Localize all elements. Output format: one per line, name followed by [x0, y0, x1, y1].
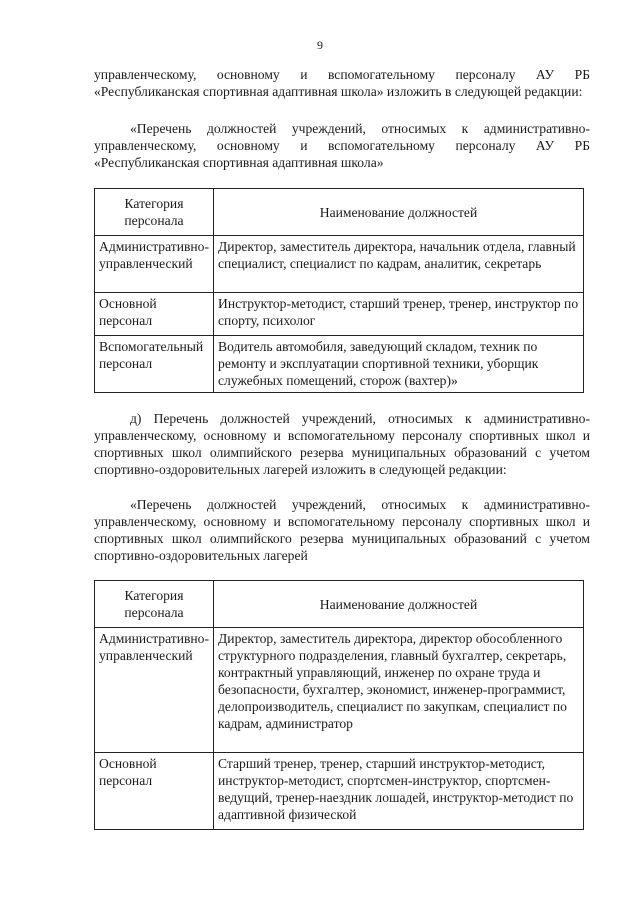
category-cell: Основной персонал: [95, 293, 214, 336]
names-cell: Водитель автомобиля, заведующий складом, техник по ремонту и эксплуатации спортивной техники, уборщик служебных помещений, сторож (вахтер)»: [214, 336, 584, 393]
paragraph-list-title-2: «Перечень должностей учреждений, относимых к административно-управленческому, основному и вспомогательному персоналу спортивных школ и спортивных школ олимпийского резерва муниципальных образований с учетом спортивно-оздоровительных лагерей: [94, 497, 590, 563]
table-header-row: [95, 189, 584, 236]
header-category: Категория персонала: [95, 189, 214, 236]
table-row: [95, 628, 584, 753]
names-cell: Инструктор-методист, старший тренер, тренер, инструктор по спорту, психолог: [214, 293, 584, 336]
paragraph-intro: управленческому, основному и вспомогательному персоналу АУ РБ «Республиканская спортивная адаптивная школа» изложить в следующей редакции:: [94, 67, 590, 99]
positions-table-2: [94, 580, 584, 830]
page-number: 9: [317, 38, 323, 52]
positions-table-1: [94, 188, 584, 393]
header-category: Категория персонала: [95, 581, 214, 628]
category-cell: Административно-управленческий: [95, 628, 214, 753]
names-cell: Старший тренер, тренер, старший инструктор-методист, инструктор-методист, спортсмен-инструктор, спортсмен-ведущий, тренер-наездник лошадей, инструктор-методист по адаптивной физической: [214, 753, 584, 830]
header-names: Наименование должностей: [214, 189, 584, 236]
category-cell: Вспомогательный персонал: [95, 336, 214, 393]
table-row: [95, 293, 584, 336]
category-cell: Административно-управленческий: [95, 236, 214, 293]
names-cell: Директор, заместитель директора, директор обособленного структурного подразделения, главный бухгалтер, секретарь, контрактный управляющий, инженер по охране труда и безопасности, бухгалтер, экономист, инженер-программист, делопроизводитель, специалист по закупкам, специалист по кадрам, администратор: [214, 628, 584, 753]
table-header-row: [95, 581, 584, 628]
paragraph-item-d: д) Перечень должностей учреждений, относимых к административно-управленческому, основному и вспомогательному персоналу спортивных школ и спортивных школ олимпийского резерва муниципальных образований с учетом спортивно-оздоровительных лагерей изложить в следующей редакции:: [94, 411, 590, 477]
names-cell: Директор, заместитель директора, начальник отдела, главный специалист, специалист по кадрам, аналитик, секретарь: [214, 236, 584, 293]
table-row: [95, 753, 584, 830]
header-names: Наименование должностей: [214, 581, 584, 628]
table-row: [95, 236, 584, 293]
paragraph-list-title-1: «Перечень должностей учреждений, относимых к административно-управленческому, основному и вспомогательному персоналу АУ РБ «Республиканская спортивная адаптивная школа»: [94, 121, 590, 170]
category-cell: Основной персонал: [95, 753, 214, 830]
table-row: [95, 336, 584, 393]
